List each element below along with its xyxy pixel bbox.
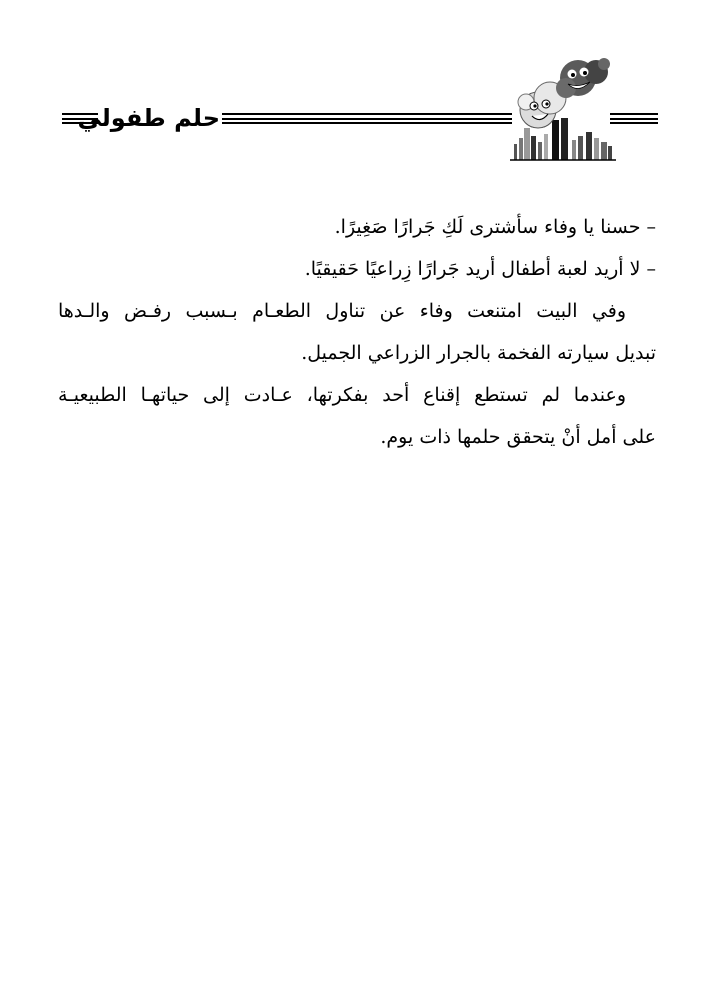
dialogue-line: – حسنا يا وفاء سأشترى لَكِ جَرارًا صَغِيرًا. [334,216,656,238]
story-text [58,206,656,458]
smoking-chimney-faces-icon [508,58,618,162]
dialogue-line: – لا أريد لعبة أطفال أريد جَرارًا زِراعيًا حَقيقيًا. [304,258,656,280]
chapter-title: حلم طفولي [77,104,220,132]
paragraph-line: على أمل أنْ يتحقق حلمها ذات يوم. [380,426,656,448]
decorative-rule-right [610,113,658,124]
paragraph-line: وفي البيت امتنعت وفاء عن تناول الطعـام بـسبب رفـض والـدها [58,300,626,322]
paragraph-line: وعندما لم تستطع إقناع أحد بفكرتها، عـادت إلى حياتهـا الطبيعيـة [58,384,626,406]
decorative-rule-middle [222,113,512,124]
page-header [0,58,720,168]
paragraph-line: تبديل سيارته الفخمة بالجرار الزراعي الجميل. [301,342,656,364]
